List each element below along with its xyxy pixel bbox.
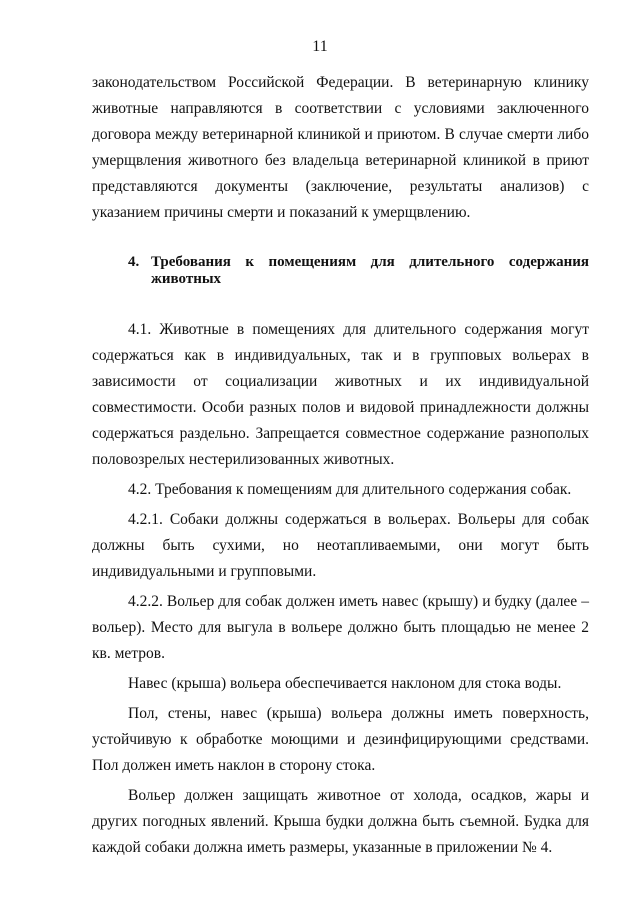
- paragraph-roof: Навес (крыша) вольера обеспечивается наклоном для стока воды.: [128, 675, 562, 692]
- intro-paragraph: законодательством Российской Федерации. В ветеринарную клинику животные направляются в соответствии с условиями заключенного договора между ветеринарной клиникой и приютом. В случае смерти либо умерщвления животного без владельца ветеринарной клиникой в приют представляются документы (заключение, результаты анализов) с указанием причины смерти и показаний к умерщвлению.: [92, 74, 589, 221]
- paragraph-4-2-2: 4.2.2. Вольер для собак должен иметь навес (крышу) и будку (далее – вольер). Место для выгула в вольере должно быть площадью не менее 2 кв. метров.: [92, 593, 589, 662]
- section-number: 4.: [128, 254, 140, 270]
- document-body: [92, 70, 589, 861]
- paragraph-protect: Вольер должен защищать животное от холода, осадков, жары и других погодных явлений. Крыша будки должна быть съемной. Будка для каждой собаки должна иметь размеры, указанные в приложении № 4.: [92, 787, 589, 856]
- section-heading: [92, 254, 589, 288]
- page-number: 11: [312, 38, 328, 55]
- paragraph-4-2: 4.2. Требования к помещениям для длительного содержания собак.: [128, 481, 572, 498]
- section-title: Требования к помещениям для длительного содержания животных: [151, 254, 589, 287]
- paragraph-4-1: 4.1. Животные в помещениях для длительного содержания могут содержаться как в индивидуальных, так и в групповых вольерах в зависимости от социализации животных и их индивидуальной совместимости. Особи разных полов и видовой принадлежности должны содержаться раздельно. Запрещается совместное содержание разнополых половозрелых нестерилизованных животных.: [92, 321, 589, 468]
- paragraph-4-2-1: 4.2.1. Собаки должны содержаться в вольерах. Вольеры для собак должны быть сухими, но неотапливаемыми, они могут быть индивидуальными и групповыми.: [92, 511, 589, 580]
- paragraph-floor: Пол, стены, навес (крыша) вольера должны иметь поверхность, устойчивую к обработке моющими и дезинфицирующими средствами. Пол должен иметь наклон в сторону стока.: [92, 705, 589, 774]
